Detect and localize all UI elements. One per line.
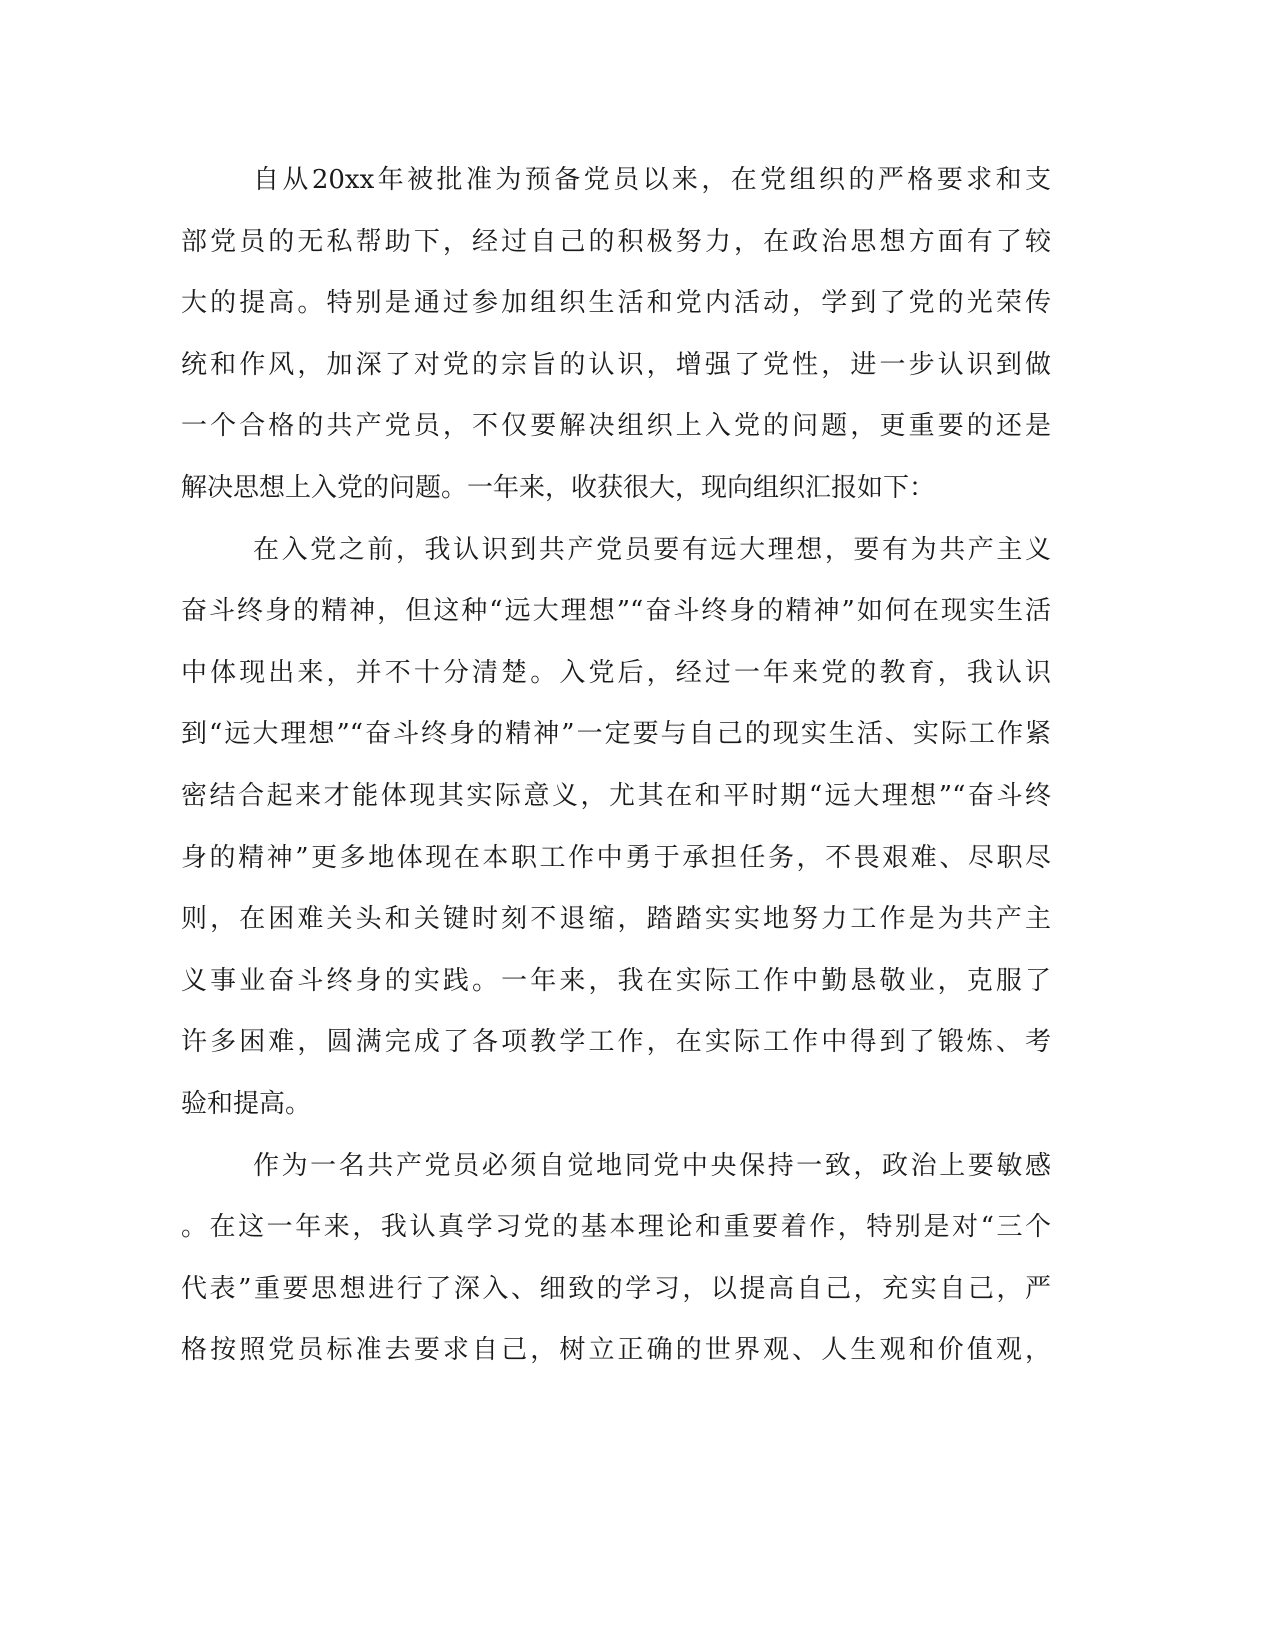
- text-line: 密结合起来才能体现其实际意义，尤其在和平时期“远大理想”“奋斗终: [181, 780, 1051, 811]
- text-line: 许多困难，圆满完成了各项教学工作，在实际工作中得到了锻炼、考: [181, 1027, 1051, 1058]
- text-line: 大的提高。特别是通过参加组织生活和党内活动，学到了党的光荣传: [181, 288, 1051, 319]
- text-line: 自从20xx年被批准为预备党员以来，在党组织的严格要求和支: [253, 165, 1051, 195]
- text-line: 代表”重要思想进行了深入、细致的学习，以提高自己，充实自己，严: [181, 1273, 1051, 1304]
- text-line: 在入党之前，我认识到共产党员要有远大理想，要有为共产主义: [253, 534, 1051, 565]
- text-line: 。在这一年来，我认真学习党的基本理论和重要着作，特别是对“三个: [181, 1212, 1051, 1243]
- text-line: 则，在困难关头和关键时刻不退缩，踏踏实实地努力工作是为共产主: [181, 904, 1051, 935]
- text-line: 作为一名共产党员必须自觉地同党中央保持一致，政治上要敏感: [253, 1150, 1051, 1181]
- text-line: 到“远大理想”“奋斗终身的精神”一定要与自己的现实生活、实际工作紧: [181, 719, 1051, 750]
- text-line: 解决思想上入党的问题。一年来，收获很大，现向组织汇报如下：: [181, 472, 936, 503]
- text-line: 统和作风，加深了对党的宗旨的认识，增强了党性，进一步认识到做: [181, 349, 1051, 380]
- text-line: 验和提高。: [181, 1088, 312, 1119]
- text-line: 奋斗终身的精神，但这种“远大理想”“奋斗终身的精神”如何在现实生活: [181, 596, 1051, 627]
- document-body: [181, 150, 1051, 1382]
- paragraph-2: [181, 520, 1051, 1136]
- text-line: 部党员的无私帮助下，经过自己的积极努力，在政治思想方面有了较: [181, 226, 1051, 257]
- text-line: 义事业奋斗终身的实践。一年来，我在实际工作中勤恳敬业，克服了: [181, 965, 1051, 996]
- text-line: 身的精神”更多地体现在本职工作中勇于承担任务，不畏艰难、尽职尽: [181, 842, 1051, 873]
- paragraph-3: [181, 1136, 1051, 1382]
- paragraph-1: [181, 150, 1051, 520]
- text-line: 一个合格的共产党员，不仅要解决组织上入党的问题，更重要的还是: [181, 411, 1051, 442]
- text-line: 中体现出来，并不十分清楚。入党后，经过一年来党的教育，我认识: [181, 657, 1051, 688]
- text-line: 格按照党员标准去要求自己，树立正确的世界观、人生观和价值观，: [181, 1335, 1051, 1366]
